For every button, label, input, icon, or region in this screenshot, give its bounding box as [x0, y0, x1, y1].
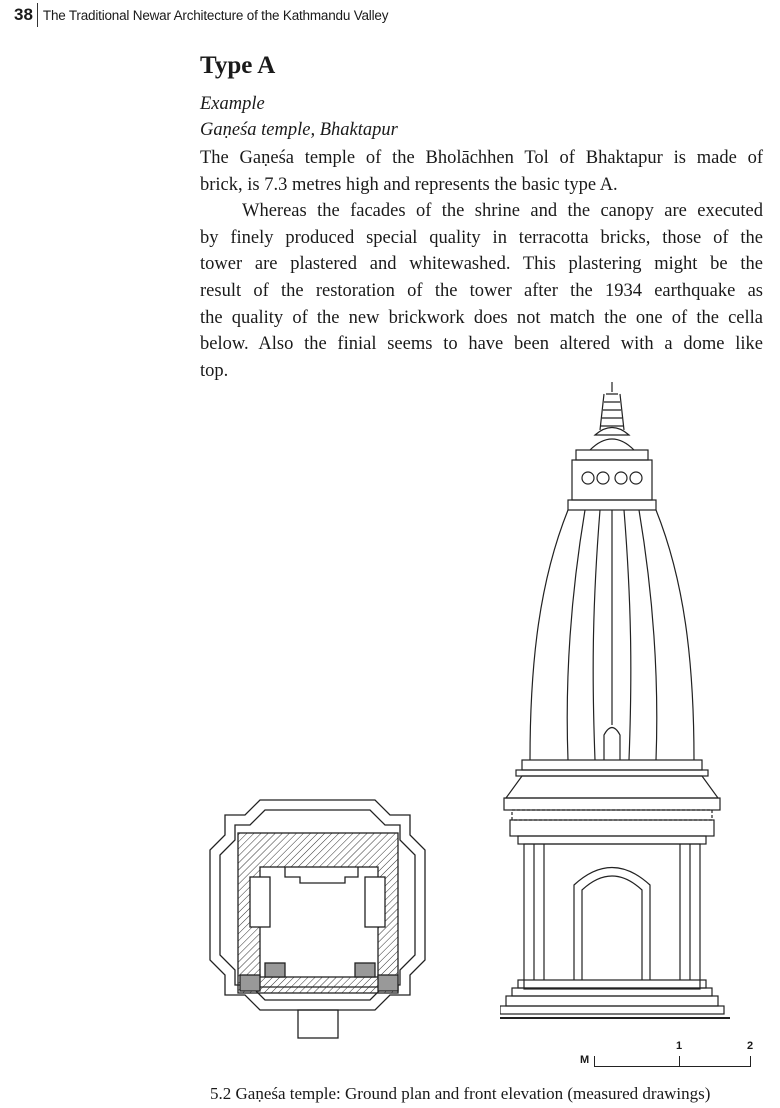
running-header — [14, 2, 388, 28]
front-elevation-drawing — [500, 380, 745, 1025]
text-line: result of the restoration of the tower after the 1934 earthquake as — [200, 280, 763, 301]
scale-line — [594, 1056, 751, 1067]
scale-bar — [580, 1040, 755, 1070]
example-name: Gaṇeśa temple, Bhaktapur — [200, 120, 398, 140]
section-heading: Type A — [200, 52, 276, 79]
scale-tick-label: 2 — [747, 1040, 754, 1052]
ground-plan-drawing — [200, 795, 435, 1045]
text-line: by finely produced special quality in terracotta bricks, those of the — [200, 227, 763, 248]
text-line: the quality of the new brickwork does not match the one of the cella — [200, 307, 763, 328]
text-line: The Gaṇeśa temple of the Bholāchhen Tol of Bhaktapur is made of — [200, 148, 763, 168]
text-line: below. Also the finial seems to have been altered with a dome like — [200, 334, 763, 355]
scale-tick — [679, 1056, 680, 1066]
example-label: Example — [200, 94, 265, 114]
running-title: The Traditional Newar Architecture of the Kathmandu Valley — [42, 7, 389, 23]
text-line: brick, is 7.3 metres high and represents the basic type A. — [200, 174, 618, 195]
page-number: 38 — [14, 3, 38, 27]
text-line: tower are plastered and whitewashed. This plastering might be the — [200, 254, 763, 275]
scale-tick-label: 1 — [676, 1040, 683, 1052]
text-line: top. — [200, 360, 229, 381]
scale-unit: M — [580, 1054, 590, 1066]
text-line: Whereas the facades of the shrine and the canopy are executed — [242, 201, 763, 222]
figure-caption: 5.2 Gaṇeśa temple: Ground plan and front elevation (measured drawings) — [210, 1084, 711, 1103]
body-text — [200, 145, 763, 384]
